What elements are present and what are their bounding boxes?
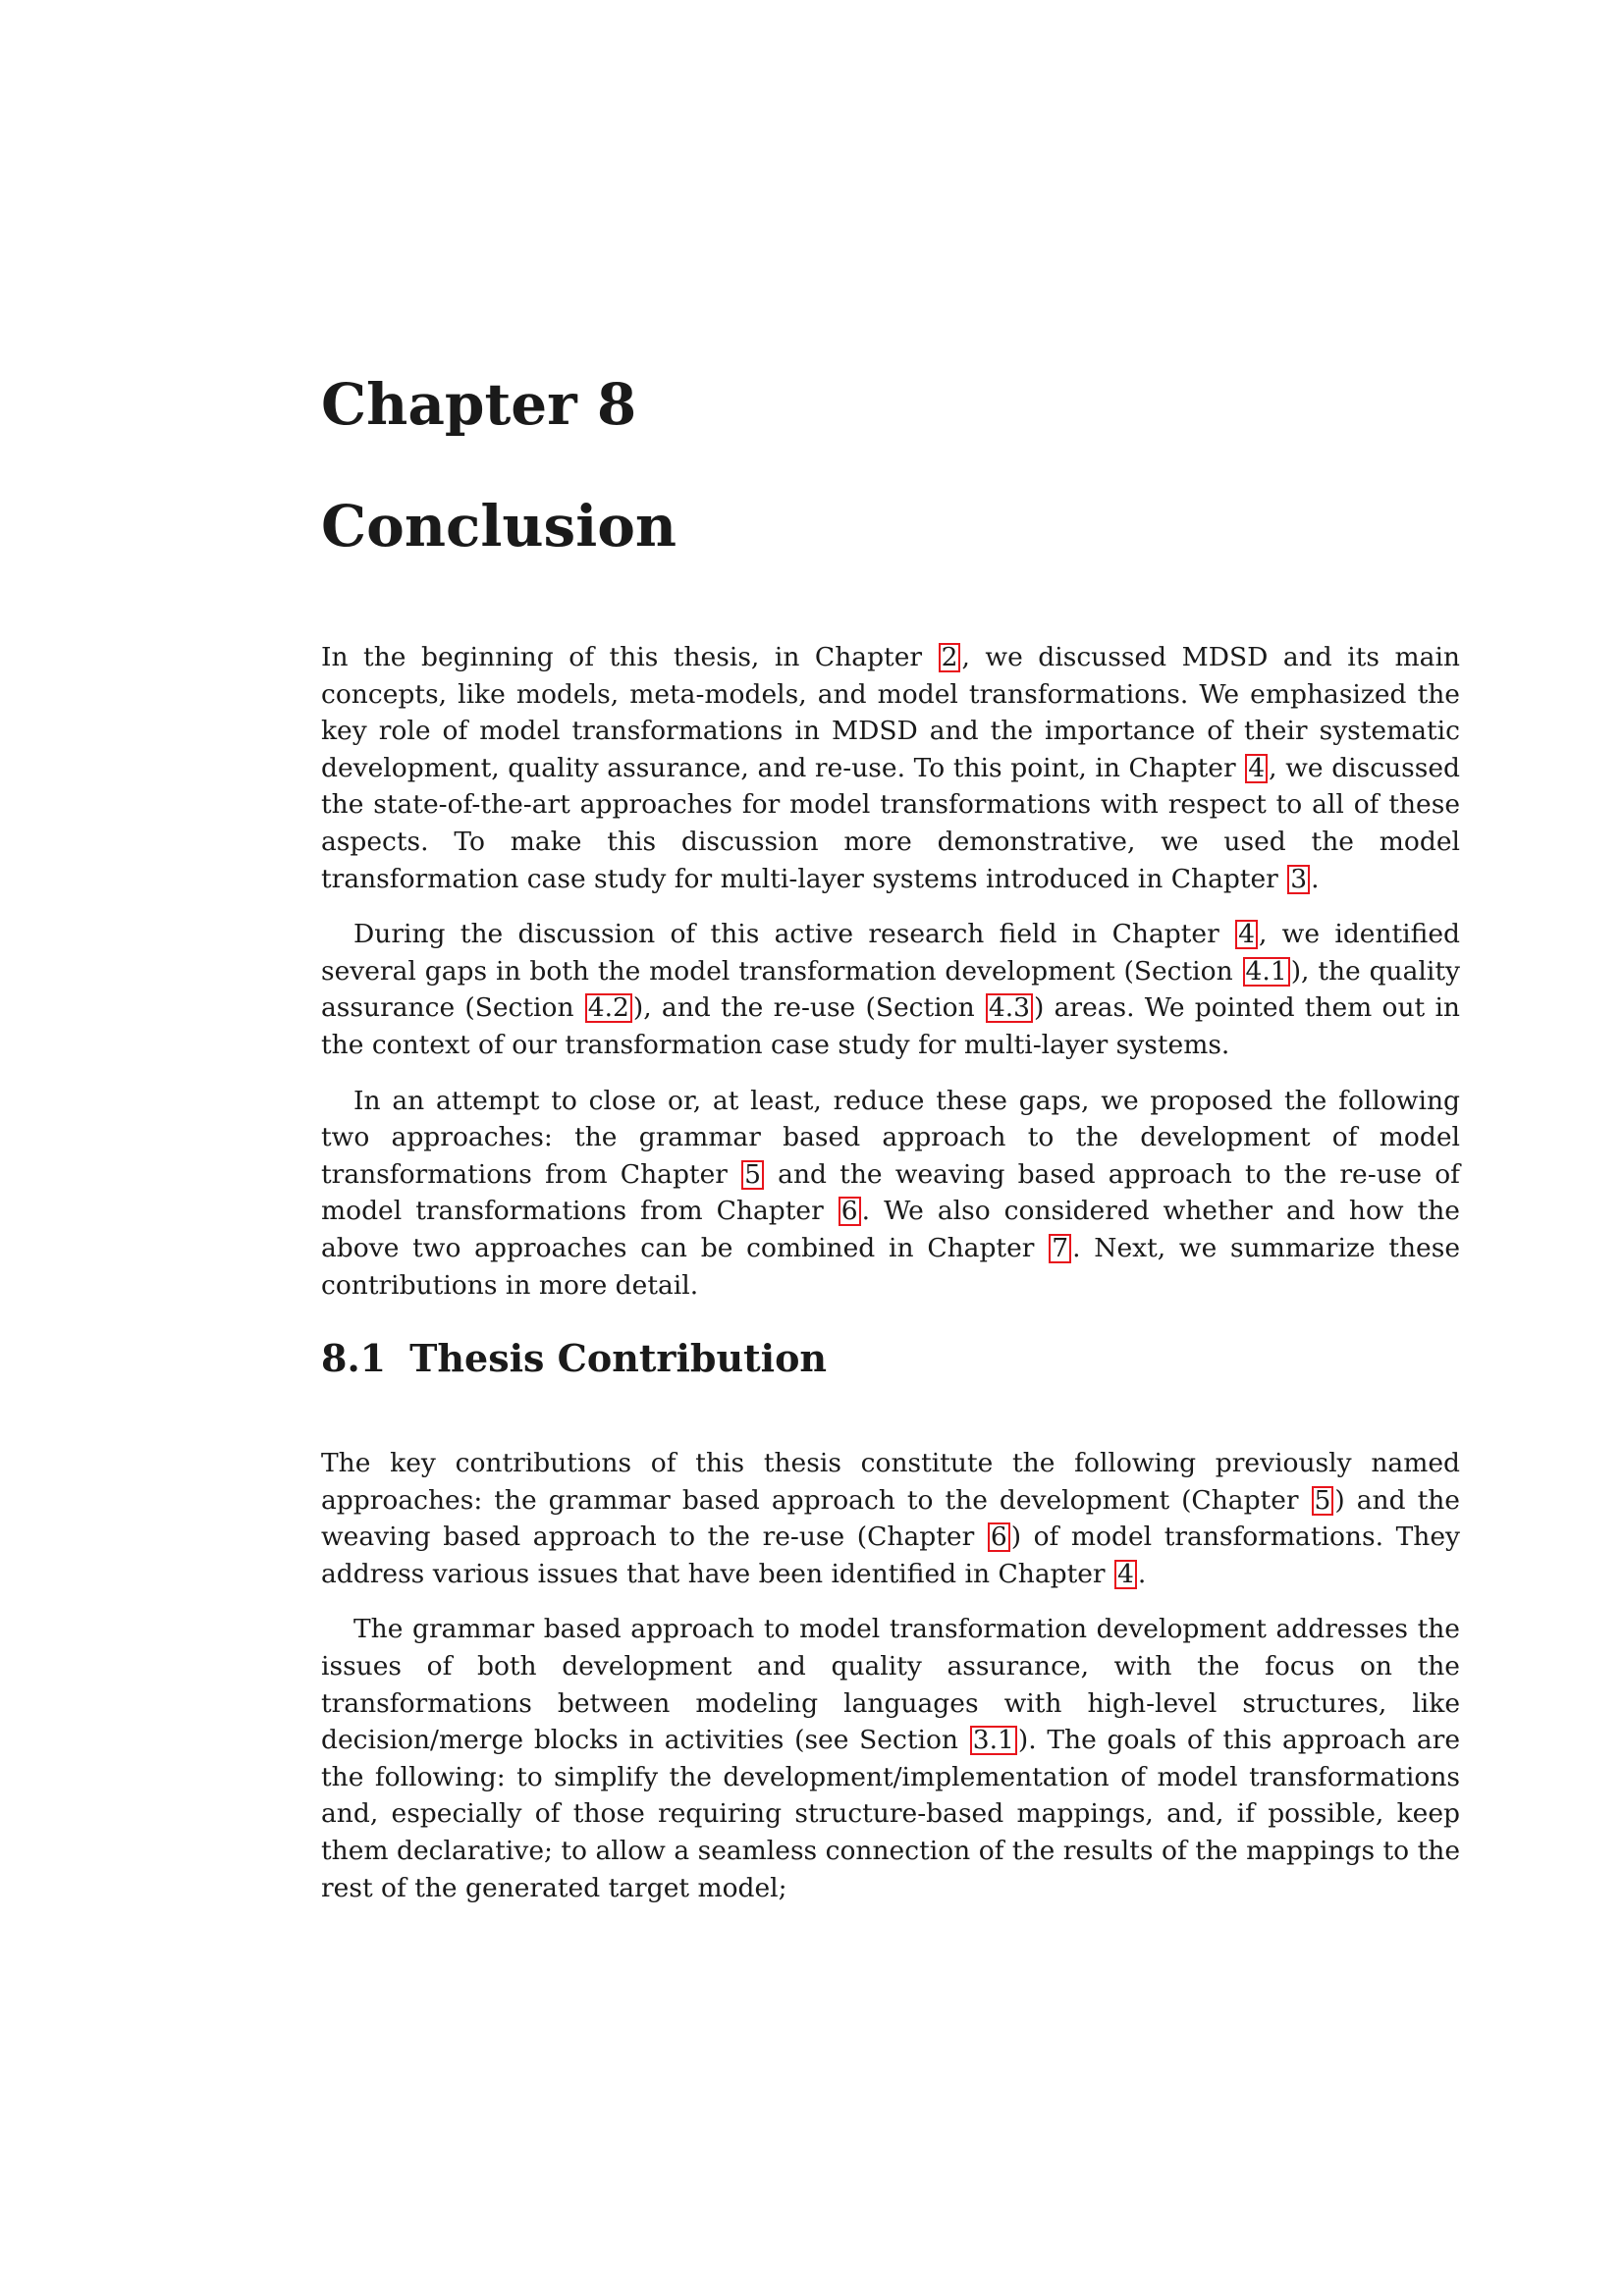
chapter-link[interactable]: 4 [1114,1560,1137,1589]
chapter-link[interactable]: 6 [839,1197,861,1226]
section-link[interactable]: 3.1 [970,1726,1017,1755]
text-run: . [1311,863,1320,894]
chapter-link[interactable]: 3 [1287,865,1310,894]
section-paragraph-1 [321,1445,1460,1592]
text-run: ) of model transformations. They address various issues that have been identified in Chapter [321,1522,1460,1589]
text-run: and the weaving based approach to the re-use of model transformations from Chapter [321,1158,1460,1227]
text-run: ) areas. We pointed them out in the context of our transformation case study for multi-layer systems. [321,992,1460,1060]
text-run: ) and the weaving based approach to the re-use (Chapter [321,1484,1460,1553]
section-paragraph-2 [321,1611,1460,1906]
text-run: The grammar based approach to model transformation development addresses the issues of both development and quality assurance, with the focus on the transformations between modeling languages with high-level structures, like decision/merge blocks in activities (see Section [321,1614,1460,1756]
text-run: ). The goals of this approach are the following: to simplify the development/implementation of model transformations and, especially of those requiring structure-based mappings, and, if possible, keep them declarative; to allow a seamless connection of the results of the mappings to the rest of the generated target model; [321,1725,1460,1903]
chapter-link[interactable]: 6 [988,1522,1010,1552]
chapter-link[interactable]: 5 [1312,1486,1334,1516]
text-run: ), the quality assurance (Section [321,955,1460,1024]
text-run: , we discussed the state-of-the-art approaches for model transformations with respect to all of these aspects. To make this discussion more demonstrative, we used the model transformation case study for multi-layer systems introduced in Chapter [321,752,1461,894]
text-run: The key contributions of this thesis constitute the following previously named approaches: the grammar based approach to the development (Chapter [321,1448,1460,1516]
text-run: In the beginning of this thesis, in Chapter [321,642,938,672]
intro-paragraph-2 [321,916,1460,1063]
intro-paragraph-1 [321,639,1460,897]
section-link[interactable]: 4.1 [1243,957,1290,987]
chapter-label: Chapter 8 [321,371,637,438]
text-run: In an attempt to close or, at least, reduce these gaps, we proposed the following two approaches: the grammar based approach to the development of model transformations from Chapter [321,1085,1460,1190]
chapter-link[interactable]: 5 [741,1160,764,1190]
section-title: Thesis Contribution [409,1336,828,1380]
intro-paragraph-3 [321,1083,1460,1305]
text-run: . Next, we summarize these contributions in more detail. [321,1232,1461,1301]
text-run: . [1137,1558,1147,1589]
chapter-link[interactable]: 4 [1245,754,1268,783]
section-link[interactable]: 4.3 [986,993,1033,1023]
section-heading [321,1336,828,1380]
chapter-link[interactable]: 2 [939,643,961,672]
chapter-link[interactable]: 4 [1235,920,1258,949]
text-run: , we identified several gaps in both the model transformation development (Section [321,919,1460,987]
intro-text [321,639,1460,1304]
section-text [321,1445,1460,1906]
text-run: ), and the re-use (Section [632,992,985,1024]
text-run: During the discussion of this active research field in Chapter [353,919,1235,950]
chapter-title: Conclusion [321,493,677,560]
chapter-link[interactable]: 7 [1049,1234,1071,1263]
text-run: . We also considered whether and how the above two approaches can be combined in Chapter [321,1196,1460,1263]
section-number: 8.1 [321,1336,387,1380]
text-run: , we discussed MDSD and its main concepts, like models, meta-models, and model transformations. We emphasized the key role of model transformations in MDSD and the importance of their systematic development, quality assurance, and re-use. To this point, in Chapter [321,642,1460,783]
section-link[interactable]: 4.2 [585,993,632,1023]
